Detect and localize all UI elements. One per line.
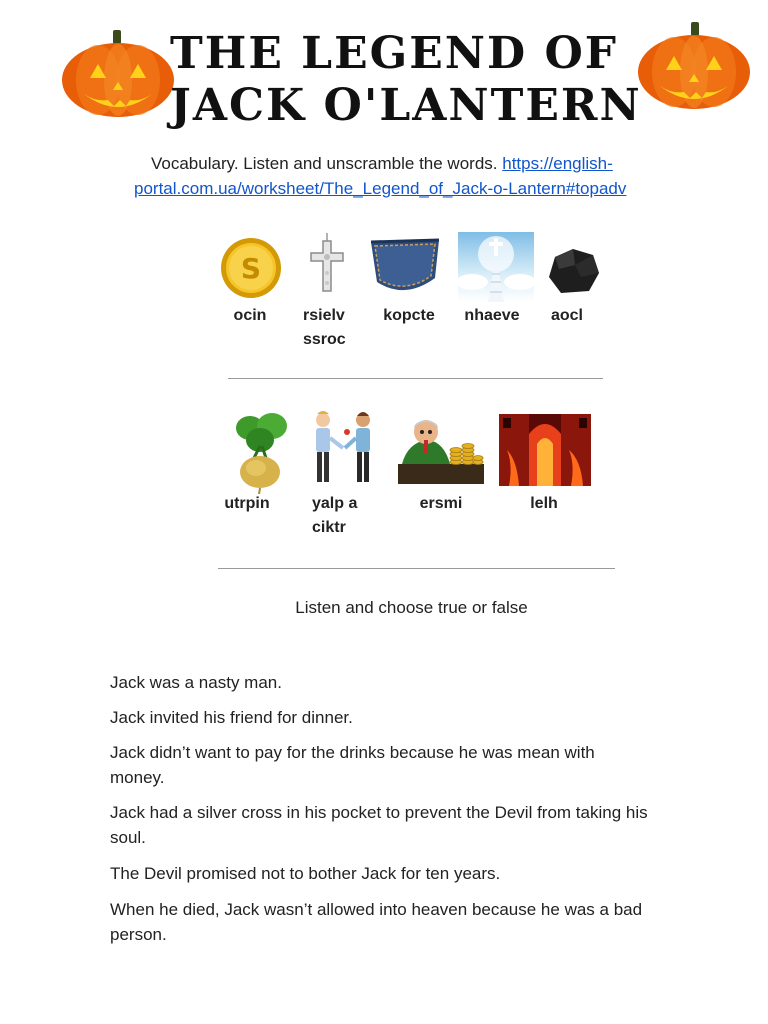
page-title-line1: THE LEGEND OF xyxy=(170,28,619,79)
miser-icon xyxy=(398,418,484,484)
page-title-line2: JACK O'LANTERN xyxy=(170,80,642,131)
statement-5: The Devil promised not to bother Jack for ten years. xyxy=(110,864,501,883)
statement-line: person. xyxy=(110,925,167,944)
worksheet-link-part1[interactable]: https://english- xyxy=(502,154,613,173)
scrambled-word-ersmi: ersmi xyxy=(419,495,463,512)
vocabulary-instruction xyxy=(134,151,694,201)
statement-line: Jack had a silver cross in his pocket to prevent the Devil from taking his xyxy=(110,803,648,822)
scrambled-word-utrpin: utrpin xyxy=(224,495,270,512)
divider-line xyxy=(228,378,603,379)
scrambled-word-lelh: lelh xyxy=(530,495,558,512)
scrambled-word-yalp-a-ciktr xyxy=(312,492,372,540)
statement-6 xyxy=(110,897,710,947)
hell-icon xyxy=(499,414,591,486)
svg-text:S: S xyxy=(240,252,262,285)
divider-line xyxy=(218,568,615,569)
jeans-pocket-icon xyxy=(369,238,441,300)
statement-1: Jack was a nasty man. xyxy=(110,673,282,692)
turnip-icon xyxy=(232,410,290,494)
scrambled-word-line2: ciktr xyxy=(312,519,346,536)
left-pumpkin-icon xyxy=(60,28,176,118)
statement-3 xyxy=(110,740,710,790)
statement-2: Jack invited his friend for dinner. xyxy=(110,708,353,727)
play-a-trick-icon xyxy=(307,408,379,490)
scrambled-word-ocin: ocin xyxy=(233,307,267,324)
gold-coin-icon xyxy=(219,237,283,299)
coal-icon xyxy=(545,247,601,295)
statement-line: money. xyxy=(110,768,165,787)
statement-line: When he died, Jack wasn’t allowed into heaven because he was a bad xyxy=(110,900,643,919)
scrambled-word-line1: rsielv xyxy=(303,307,345,324)
scrambled-word-rsielv-ssroc xyxy=(303,304,355,352)
scrambled-word-line2: ssroc xyxy=(303,331,346,348)
scrambled-word-line1: yalp a xyxy=(312,495,358,512)
right-pumpkin-icon xyxy=(636,20,752,110)
heaven-icon xyxy=(458,232,534,302)
statement-line: Jack didn’t want to pay for the drinks because he was mean with xyxy=(110,743,595,762)
scrambled-word-nhaeve: nhaeve xyxy=(464,307,520,324)
scrambled-word-kopcte: kopcte xyxy=(383,307,435,324)
instruction-text: Vocabulary. Listen and unscramble the words. xyxy=(151,154,498,173)
statement-4 xyxy=(110,800,710,850)
worksheet-link-part2[interactable]: portal.com.ua/worksheet/The_Legend_of_Jack-o-Lantern#topadv xyxy=(134,179,627,198)
silver-cross-icon xyxy=(306,233,348,297)
scrambled-word-aocl: aocl xyxy=(550,307,583,324)
statement-line: soul. xyxy=(110,828,146,847)
true-false-heading: Listen and choose true or false xyxy=(295,598,528,617)
